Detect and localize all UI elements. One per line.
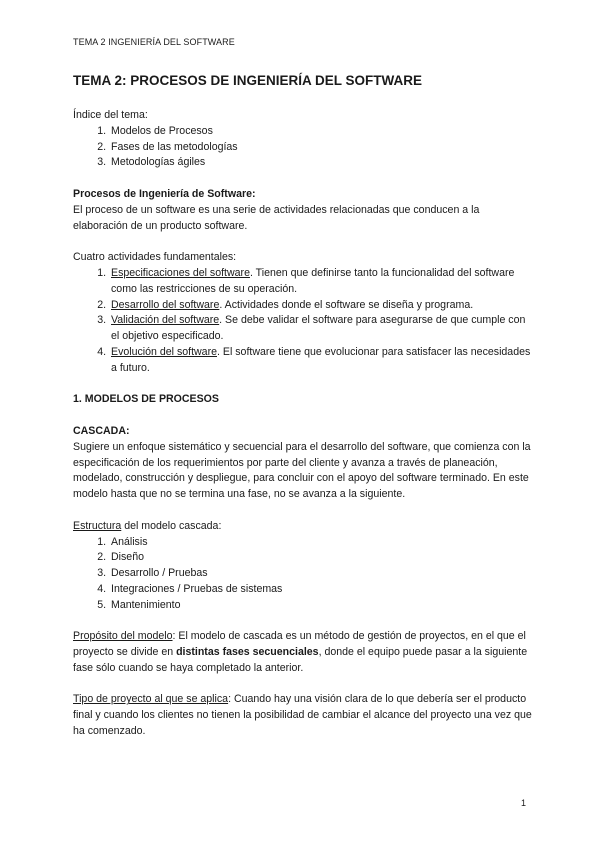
activity-text: . Se debe validar el software para asegurarse de que cumple con el objetivo especificado. <box>111 314 526 343</box>
index-list <box>73 124 533 171</box>
actividades-list <box>73 266 533 377</box>
page-header: TEMA 2 INGENIERÍA DEL SOFTWARE <box>73 37 235 47</box>
list-item <box>109 298 533 314</box>
list-item: 2. Fases de las metodologías <box>109 140 533 156</box>
proposito-bold: distintas fases secuenciales <box>176 646 319 659</box>
actividades-label: Cuatro actividades fundamentales: <box>73 251 237 264</box>
list-item: 3. Metodologías ágiles <box>109 155 533 171</box>
document-title: TEMA 2: PROCESOS DE INGENIERÍA DEL SOFTWARE <box>73 73 423 88</box>
list-item: 3. Desarrollo / Pruebas <box>109 566 533 582</box>
activity-term: Evolución del software <box>111 345 217 358</box>
proposito-text-a: : El modelo de cascada es un método de gestión de proyectos, en el que el proyecto se divide en <box>73 630 526 659</box>
tipo-text: : Cuando hay una visión clara de lo que debería ser el producto final y cuando los clientes no tienen la posibilidad de cambiar el alcance del proyecto una vez que ha comenzado. <box>73 693 532 738</box>
list-item <box>109 313 533 345</box>
estructura-label <box>73 519 533 535</box>
activity-term: Desarrollo del software <box>111 298 220 311</box>
activity-text: . Actividades donde el software se diseña y programa. <box>219 298 474 311</box>
index-label: Índice del tema: <box>73 109 148 121</box>
tipo-paragraph <box>73 692 533 739</box>
cascada-heading: CASCADA: <box>73 424 130 437</box>
list-item: 4. Integraciones / Pruebas de sistemas <box>109 582 533 598</box>
proposito-paragraph <box>73 629 533 676</box>
list-item: 2. Diseño <box>109 550 533 566</box>
activity-text: . El software tiene que evolucionar para satisfacer las necesidades a futuro. <box>111 345 531 374</box>
list-item <box>109 266 533 298</box>
proposito-text-b: , donde el equipo puede pasar a la siguiente fase sólo cuando se haya completado la anterior. <box>73 646 528 674</box>
page-content <box>73 72 533 740</box>
activity-text: . Tienen que definirse tanto la funcionalidad del software como las restricciones de su operación. <box>111 266 515 295</box>
procesos-heading: Procesos de Ingeniería de Software: <box>73 187 256 200</box>
estructura-list <box>73 535 533 614</box>
list-item: 1. Modelos de Procesos <box>109 124 533 140</box>
list-item: 5. Mantenimiento <box>109 598 533 614</box>
list-item <box>109 345 533 377</box>
page-number: 1 <box>521 798 527 808</box>
estructura-rest: del modelo cascada: <box>121 519 222 532</box>
section-heading: 1. MODELOS DE PROCESOS <box>73 393 219 406</box>
cascada-text: Sugiere un enfoque sistemático y secuencial para el desarrollo del software, que comienza con la especificación de los requerimientos por parte del cliente y avanza a través de planeación, modelado, construcción y despliegue, para concluir con el apoyo del software terminado. En este modelo hasta que no se termina una fase, no se avanza a la siguiente. <box>73 440 531 501</box>
estructura-term: Estructura <box>73 519 122 532</box>
procesos-text: El proceso de un software es una serie de actividades relacionadas que conducen a la elaboración de un producto software. <box>73 203 480 232</box>
proposito-term: Propósito del modelo <box>73 630 173 643</box>
tipo-term: Tipo de proyecto al que se aplica <box>73 693 229 706</box>
activity-term: Especificaciones del software <box>111 266 250 279</box>
list-item: 1. Análisis <box>109 535 533 551</box>
activity-term: Validación del software <box>111 314 220 327</box>
